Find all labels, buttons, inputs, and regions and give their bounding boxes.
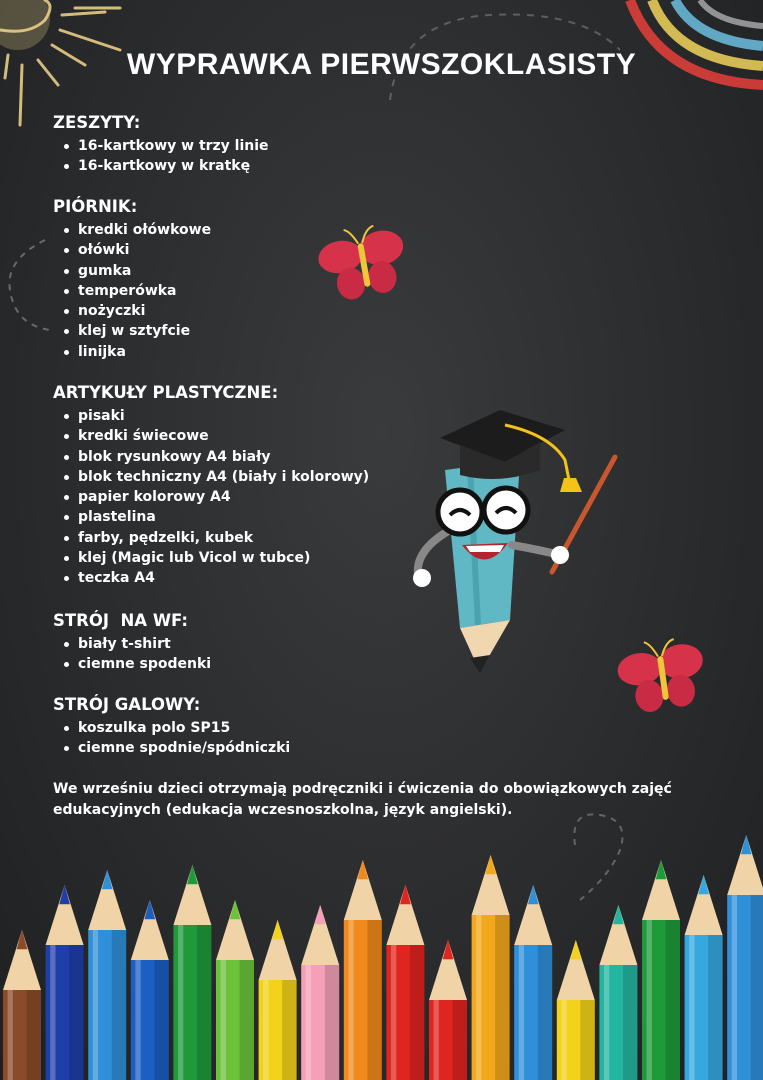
list-item: klej w sztyfcie — [78, 321, 211, 341]
colored-pencil — [727, 835, 763, 1080]
colored-pencil — [216, 900, 254, 1080]
list-item: kredki ołówkowe — [78, 220, 211, 240]
list-item: klej (Magic lub Vicol w tubce) — [78, 548, 369, 568]
list-item: farby, pędzelki, kubek — [78, 528, 369, 548]
section-formal-outfit — [53, 695, 290, 759]
colored-pencil — [3, 930, 41, 1080]
list-item: blok techniczny A4 (biały i kolorowy) — [78, 467, 369, 487]
list-item: kredki świecowe — [78, 426, 369, 446]
colored-pencil — [386, 885, 424, 1080]
list-item: ciemne spodenki — [78, 654, 211, 674]
section-heading: ZESZYTY: — [53, 113, 141, 132]
list-item: plastelina — [78, 507, 369, 527]
chalk-swirl-doodle-icon — [0, 230, 60, 340]
section-heading: STRÓJ NA WF: — [53, 611, 188, 630]
section-art-supplies — [53, 383, 369, 589]
colored-pencil — [642, 860, 680, 1080]
colored-pencil — [514, 885, 552, 1080]
section-pe-outfit — [53, 611, 211, 675]
colored-pencil — [88, 870, 126, 1080]
section-heading: PIÓRNIK: — [53, 197, 138, 216]
list-item: ołówki — [78, 240, 211, 260]
colored-pencil — [429, 940, 467, 1080]
section-pencil-case — [53, 197, 211, 362]
list-item: 16-kartkowy w trzy linie — [78, 136, 269, 156]
colored-pencil — [131, 900, 169, 1080]
colored-pencil — [301, 905, 339, 1080]
list-item: biały t-shirt — [78, 634, 211, 654]
footer-note: We wrześniu dzieci otrzymają podręczniki i ćwiczenia do obowiązkowych zajęć edukacyjnych (edukacja wczesnoszkolna, język angielski). — [53, 781, 672, 818]
colored-pencil — [46, 885, 84, 1080]
section-notebooks — [53, 113, 269, 177]
list-item: nożyczki — [78, 301, 211, 321]
list-item: temperówka — [78, 281, 211, 301]
list-item: blok rysunkowy A4 biały — [78, 447, 369, 467]
page-title: WYPRAWKA PIERWSZOKLASISTY — [126, 48, 637, 81]
list-item: teczka A4 — [78, 568, 369, 588]
list-item: ciemne spodnie/spódniczki — [78, 738, 290, 758]
colored-pencil — [472, 855, 510, 1080]
butterfly-icon — [318, 225, 410, 305]
colored-pencils-illustration — [0, 830, 763, 1080]
list-item: pisaki — [78, 406, 369, 426]
section-heading: ARTYKUŁY PLASTYCZNE: — [53, 383, 279, 402]
colored-pencil — [557, 940, 595, 1080]
colored-pencil — [173, 865, 211, 1080]
list-item: linijka — [78, 342, 211, 362]
colored-pencil — [599, 905, 637, 1080]
list-item: gumka — [78, 261, 211, 281]
section-heading: STRÓJ GALOWY: — [53, 695, 201, 714]
colored-pencil — [685, 875, 723, 1080]
butterfly-icon — [617, 638, 709, 718]
list-item: 16-kartkowy w kratkę — [78, 156, 269, 176]
colored-pencil — [259, 920, 297, 1080]
list-item: koszulka polo SP15 — [78, 718, 290, 738]
colored-pencil — [344, 860, 382, 1080]
list-item: papier kolorowy A4 — [78, 487, 369, 507]
pencil-mascot-illustration — [400, 400, 630, 680]
